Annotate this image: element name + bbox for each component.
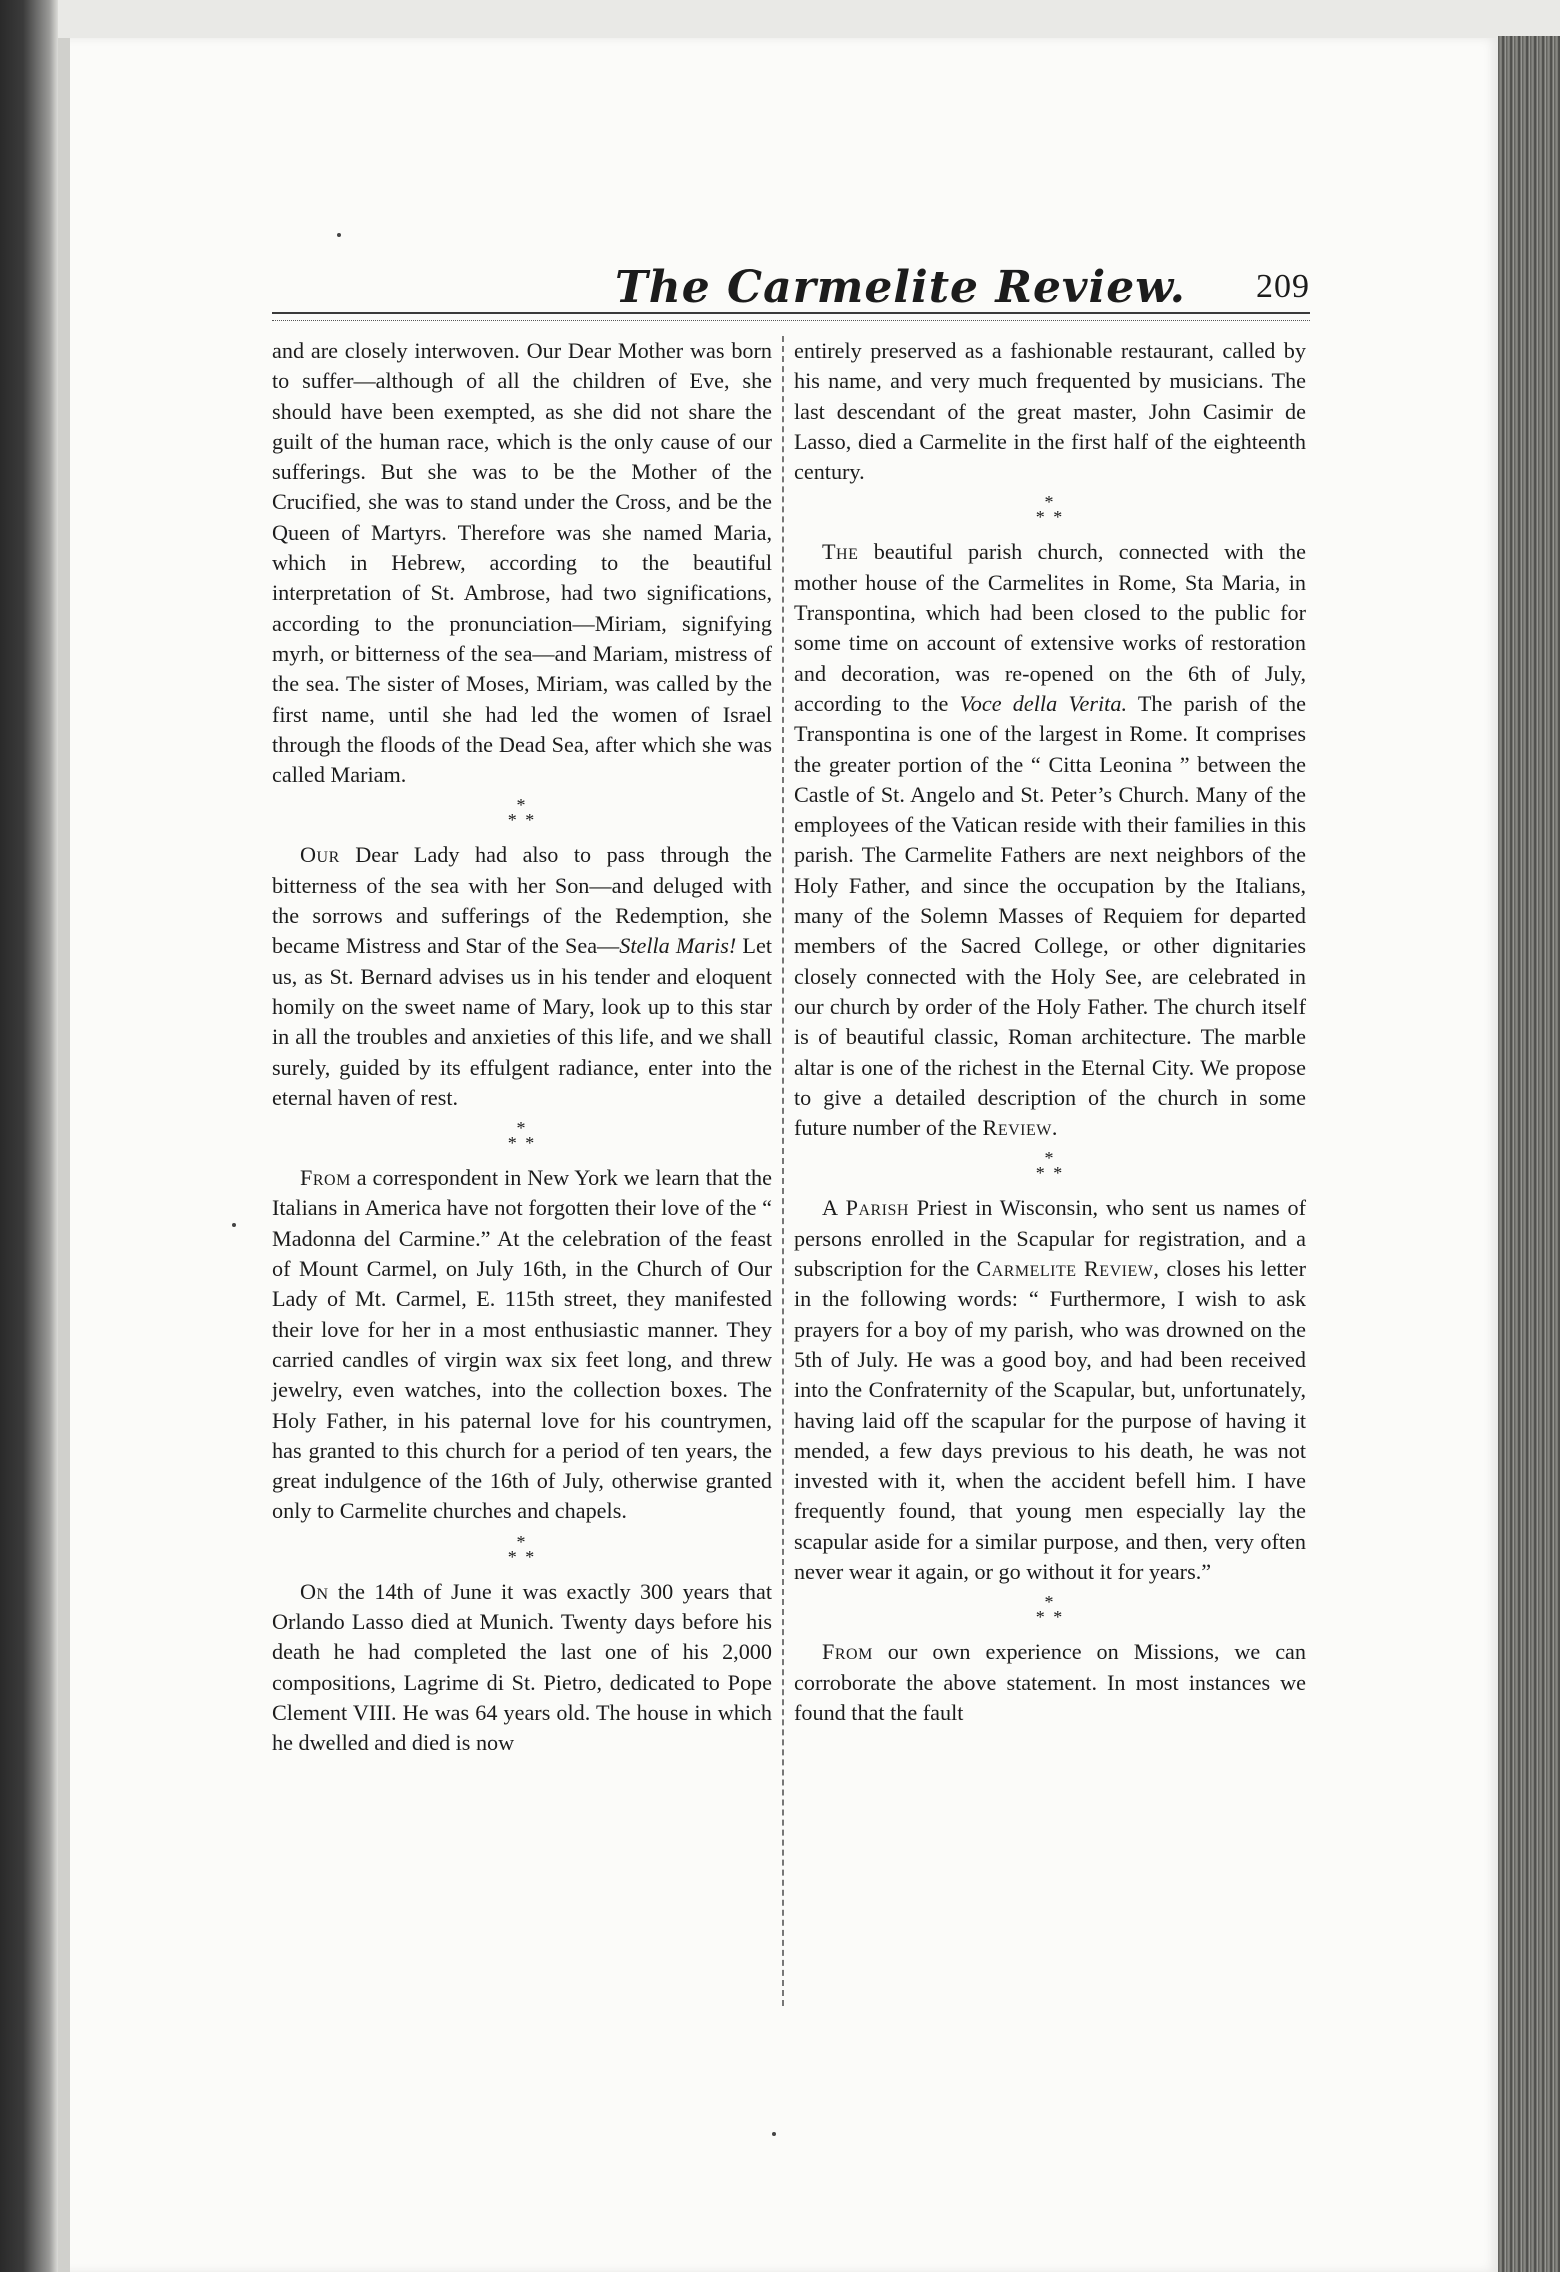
left-paragraph-1: and are closely interwoven. Our Dear Mother was born to suffer—although of all the children of Eve, she should have been exempted, as she did not share the guilt of the human race, which is the only cause of our sufferings. But she was to be the Mother of the Crucified, she was to stand under the Cross, and be the Queen of Martyrs. Therefore was she named Maria, which in Hebrew, according to the beautiful interpretation of St. Ambrose, had two significations, according to the pronunciation—Miriam, signifying myrh, or bitterness of the sea—and Mariam, mistress of the sea. The sister of Moses, Miriam, was called by the first name, until she had led the women of Israel through the floods of the Dead Sea, after which she was called Mariam.	[272, 338, 772, 788]
paragraph-lead: On	[300, 1578, 329, 1604]
right-paragraph-4: From our own experience on Missions, we can corroborate the above statement. In most instances we found that the fault	[794, 1639, 1306, 1725]
section-asterism: * * *	[1035, 1592, 1065, 1628]
section-asterism: * * *	[507, 795, 537, 831]
scan-binding-shadow	[0, 0, 58, 2272]
paragraph-lead: A Parish	[822, 1195, 909, 1221]
right-column	[794, 336, 1306, 1728]
page-number: 209	[1256, 268, 1310, 305]
header-rule	[272, 312, 1310, 321]
right-paragraph-2: The beautiful parish church, connected with the mother house of the Carmelites in Rome, Sta Maria, in Transpontina, which had been closed to the public for some time on account of extensive works of restoration and decoration, was re-opened on the 6th of July, according to the Voce della Verita. The parish of the Transpontina is one of the largest in Rome. It comprises the greater portion of the “ Citta Leonina ” between the Castle of St. Angelo and St. Peter’s Church. Many of the employees of the Vatican reside with their families in this parish. The Carmelite Fathers are next neighbors of the Holy Father, and since the occupation by the Italians, many of the Solemn Masses of Requiem for departed members of the Sacred College, or other dignitaries closely connected with the Holy See, are celebrated in our church by order of the Holy Father. The church itself is of beautiful classic, Roman architecture. The marble altar is one of the richest in the Eternal City. We propose to give a detailed description of the church in some future number of the Review.	[794, 539, 1306, 1141]
review-title: Review.	[982, 1115, 1058, 1141]
right-paragraph-1: entirely preserved as a fashionable restaurant, called by his name, and very much frequented by musicians. The last descendant of the great master, John Casimir de Lasso, died a Carmelite in the first half of the eighteenth century.	[794, 338, 1306, 485]
column-divider	[782, 336, 784, 2006]
paragraph-lead: From	[822, 1639, 873, 1665]
section-asterism: * * *	[1035, 1148, 1065, 1184]
running-title: The Carmelite Review.	[615, 262, 1186, 313]
left-paragraph-4: On the 14th of June it was exactly 300 years that Orlando Lasso died at Munich. Twenty days before his death he had completed the last one of his 2,000 compositions, Lagrime di St. Pietro, dedicated to Pope Clement VIII. He was 64 years old. The house in which he dwelled and died is now	[272, 1578, 772, 1756]
italic-phrase: Voce della Verita.	[959, 690, 1127, 716]
book-page-edges	[1498, 36, 1560, 2272]
left-column	[272, 336, 772, 1758]
paragraph-lead: The	[822, 539, 859, 565]
scan-speck	[337, 233, 341, 237]
right-paragraph-3: A Parish Priest in Wisconsin, who sent us names of persons enrolled in the Scapular for registration, and a subscription for the Carmelite Review, closes his letter in the following words: “ Furthermore, I wish to ask prayers for a boy of my parish, who was drowned on the 5th of July. He was a good boy, and had been received into the Confraternity of the Scapular, but, unfortunately, having laid off the scapular for the purpose of having it mended, a few days previous to his death, he was not invested with it, when the accident befell him. I have frequently found, that young men especially lay the scapular aside for a similar purpose, and then, very often never wear it again, or go without it for years.”	[794, 1195, 1306, 1584]
section-asterism: * * *	[507, 1118, 537, 1154]
paragraph-lead: From	[300, 1165, 351, 1191]
scan-speck	[232, 1223, 236, 1227]
magazine-name: Carmelite Review,	[976, 1256, 1160, 1282]
scan-speck	[772, 2132, 776, 2136]
section-asterism: * * *	[507, 1531, 537, 1567]
left-paragraph-3: From a correspondent in New York we learn that the Italians in America have not forgotten their love of the “ Madonna del Carmine.” At the celebration of the feast of Mount Carmel, on July 16th, in the Church of Our Lady of Mt. Carmel, E. 115th street, they manifested their love for her in a most enthusiastic manner. They carried candles of virgin wax six feet long, and threw jewelry, even watches, into the collection boxes. The Holy Father, in his paternal love for his countrymen, has granted to this church for a period of ten years, the great indulgence of the 16th of July, otherwise granted only to Carmelite churches and chapels.	[272, 1165, 772, 1524]
italic-phrase: Stella Maris!	[619, 933, 737, 959]
section-asterism: * * *	[1035, 492, 1065, 528]
paragraph-lead: Our	[300, 842, 340, 868]
page-gutter-edge	[58, 38, 70, 2272]
left-paragraph-2: Our Dear Lady had also to pass through the bitterness of the sea with her Son—and deluged with the sorrows and sufferings of the Redemption, she became Mistress and Star of the Sea—Stella Maris! Let us, as St. Bernard advises us in his tender and eloquent homily on the sweet name of Mary, look up to this star in all the troubles and anxieties of this life, and we shall surely, guided by its effulgent radiance, enter into the eternal haven of rest.	[272, 842, 772, 1110]
